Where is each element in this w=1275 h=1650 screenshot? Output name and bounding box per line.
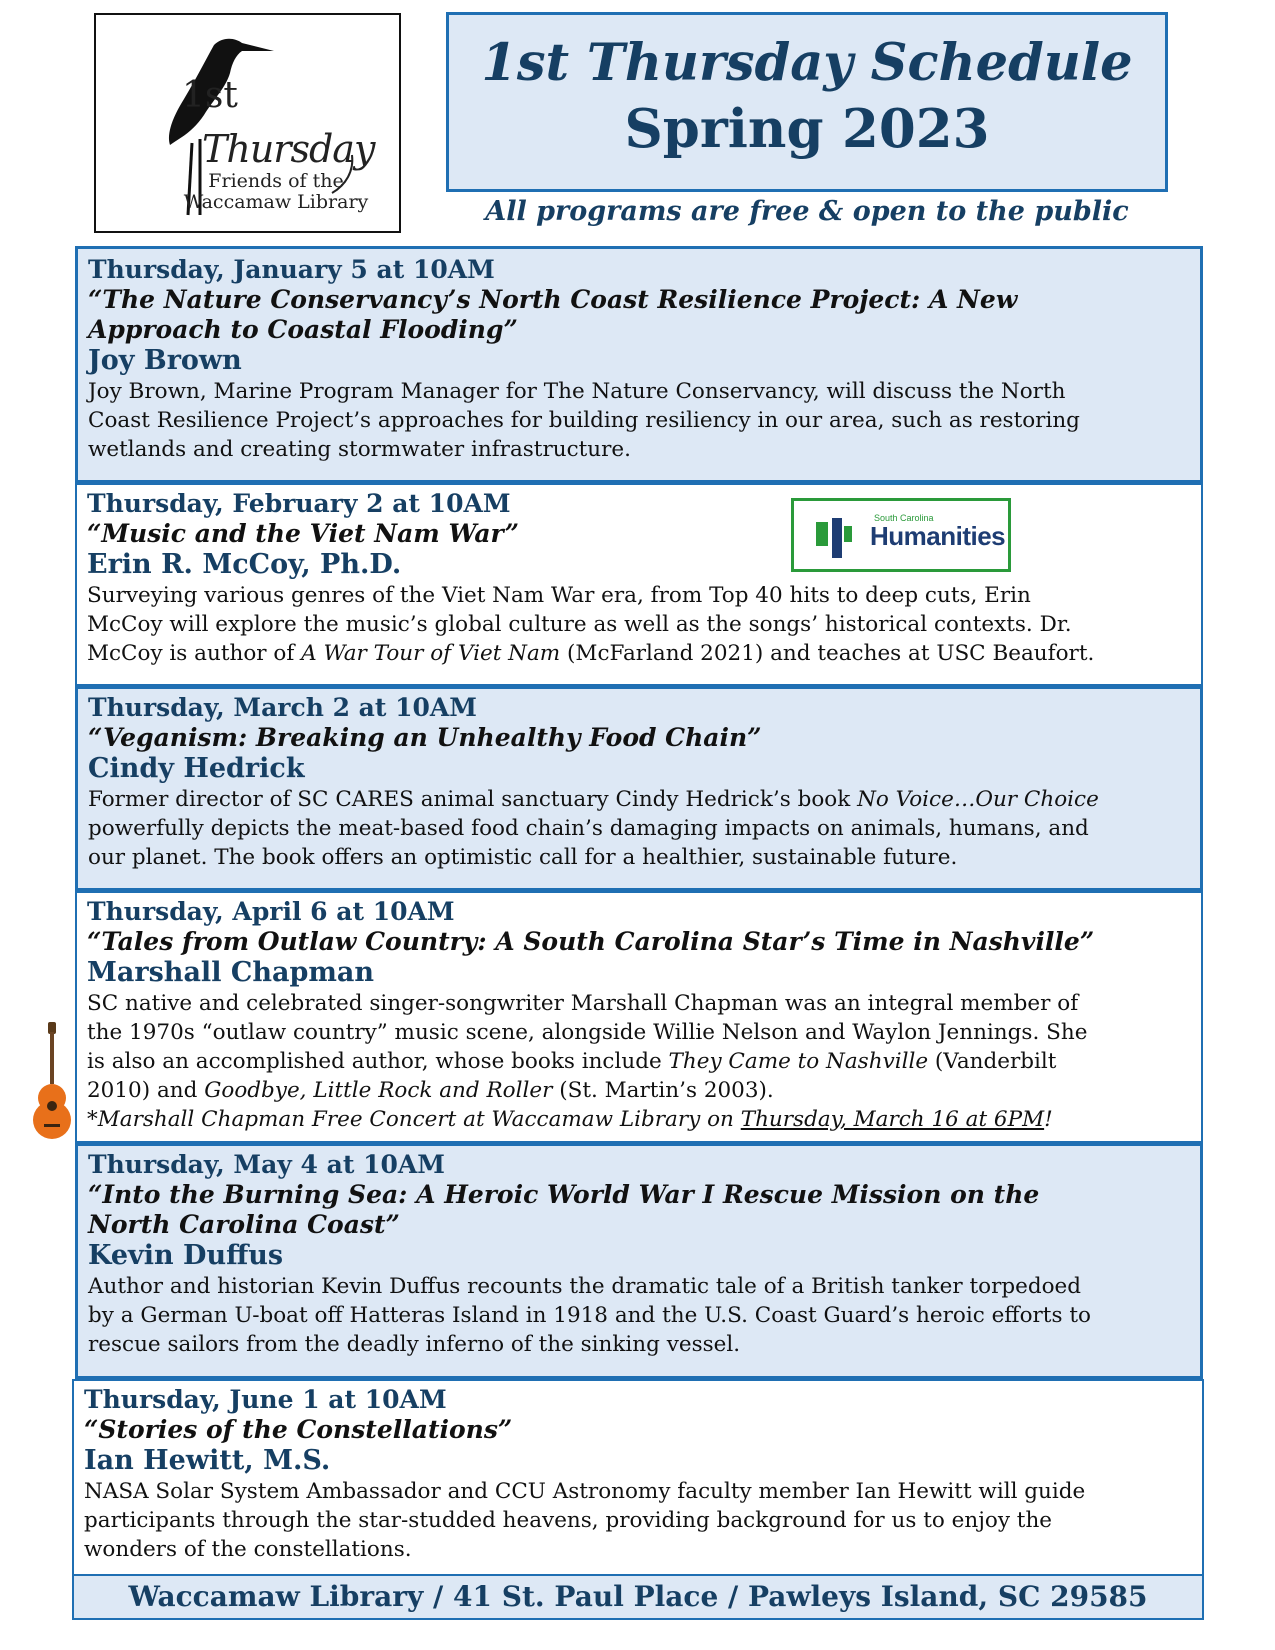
desc-line: [87, 1047, 1191, 1076]
footer-address: Waccamaw Library / 41 St. Paul Place / Pawleys Island, SC 29585: [72, 1574, 1204, 1620]
desc-line: participants through the star-studded heavens, providing background for us to enjoy the: [84, 1508, 1053, 1533]
desc-text: McCoy is author of: [87, 641, 302, 666]
event-speaker: Kevin Duffus: [88, 1240, 284, 1271]
desc-line: SC native and celebrated singer-songwriter Marshall Chapman was an integral member of: [87, 991, 1079, 1016]
desc-line: wetlands and creating stormwater infrastructure.: [88, 437, 631, 462]
event-date: Thursday, January 5 at 10AM: [88, 255, 495, 284]
desc-line: rescue sailors from the deadly inferno of the sinking vessel.: [88, 1332, 741, 1357]
event-date: Thursday, February 2 at 10AM: [87, 489, 511, 518]
book-title: They Came to Nashville: [668, 1049, 929, 1074]
event-card-january: [75, 246, 1203, 483]
desc-line: Author and historian Kevin Duffus recounts the dramatic tale of a British tanker torpedoed: [88, 1274, 1082, 1299]
desc-text: (St. Martin’s 2003).: [552, 1078, 774, 1103]
event-title-line: North Carolina Coast”: [88, 1210, 400, 1239]
guitar-icon: [28, 1020, 76, 1142]
logo-line2: Waccamaw Library: [183, 191, 369, 213]
desc-text: (McFarland 2021) and teaches at USC Beaufort.: [560, 641, 1095, 666]
desc-line: McCoy will explore the music’s global culture as well as the songs’ historical contexts. Dr.: [87, 612, 1072, 637]
event-speaker: Erin R. McCoy, Ph.D.: [87, 549, 402, 580]
desc-line: powerfully depicts the meat-based food chain’s damaging impacts on animals, humans, and: [88, 816, 1089, 841]
event-description: [88, 1272, 1190, 1359]
event-title-line: “Tales from Outlaw Country: A South Carolina Star’s Time in Nashville”: [87, 927, 1095, 956]
event-speaker: Marshall Chapman: [87, 957, 375, 988]
sc-humanities-logo: [791, 498, 1011, 572]
logo-line1: Friends of the: [208, 170, 344, 192]
desc-line: [87, 1076, 1191, 1105]
note-text: !: [1044, 1107, 1053, 1132]
desc-text: is also an accomplished author, whose books include: [87, 1049, 669, 1074]
humanities-name: Humanities: [870, 521, 1006, 551]
desc-line: the 1970s “outlaw country” music scene, alongside Willie Nelson and Waylon Jennings. She: [87, 1020, 1088, 1045]
desc-line: our planet. The book offers an optimistic call for a healthier, sustainable future.: [88, 845, 958, 870]
desc-line: Coast Resilience Project’s approaches for building resiliency in our area, such as restoring: [88, 408, 1080, 433]
event-title-line: “Music and the Viet Nam War”: [87, 519, 520, 548]
note-date: Thursday, March 16 at 6PM: [740, 1107, 1045, 1132]
page-title: 1st Thursday Schedule: [481, 33, 1133, 93]
event-description: [87, 989, 1191, 1105]
event-card-april: [75, 891, 1203, 1143]
event-description: [88, 377, 1190, 464]
note-text: *Marshall Chapman Free Concert at Waccamaw Library on: [87, 1107, 741, 1132]
logo-thursday-text: Thursday: [202, 127, 375, 171]
desc-line: wonders of the constellations.: [84, 1537, 412, 1562]
event-description: [88, 785, 1190, 872]
book-title: Goodbye, Little Rock and Roller: [204, 1078, 553, 1103]
desc-line: by a German U-boat off Hatteras Island in 1918 and the U.S. Coast Guard’s heroic efforts to: [88, 1303, 1091, 1328]
desc-line: [88, 785, 1190, 814]
desc-text: 2010) and: [87, 1078, 205, 1103]
book-title: A War Tour of Viet Nam: [301, 641, 561, 666]
desc-line: Surveying various genres of the Viet Nam War era, from Top 40 hits to deep cuts, Erin: [87, 583, 1031, 608]
event-title-line: “Stories of the Constellations”: [84, 1415, 513, 1444]
desc-line: NASA Solar System Ambassador and CCU Astronomy faculty member Ian Hewitt will guide: [84, 1479, 1086, 1504]
event-date: Thursday, March 2 at 10AM: [88, 693, 477, 722]
event-title-line: “The Nature Conservancy’s North Coast Resilience Project: A New: [88, 285, 1018, 314]
desc-line: Joy Brown, Marine Program Manager for The Nature Conservancy, will discuss the North: [88, 379, 1066, 404]
event-speaker: Cindy Hedrick: [88, 753, 305, 784]
event-speaker: Joy Brown: [88, 345, 242, 376]
event-title-line: “Into the Burning Sea: A Heroic World War I Rescue Mission on the: [88, 1180, 1040, 1209]
event-description: [87, 581, 1191, 668]
event-title-line: “Veganism: Breaking an Unhealthy Food Chain”: [88, 723, 762, 752]
desc-line: [87, 639, 1191, 668]
friends-logo: [94, 13, 401, 233]
desc-text: (Vanderbilt: [928, 1049, 1057, 1074]
event-date: Thursday, May 4 at 10AM: [88, 1150, 445, 1179]
event-description: [84, 1477, 1192, 1564]
event-title-line: Approach to Coastal Flooding”: [88, 315, 518, 344]
event-card-march: [75, 686, 1203, 891]
humanities-subtext: South Carolina: [874, 513, 934, 523]
logo-friends-text: [156, 171, 396, 213]
tagline: All programs are free & open to the public: [485, 196, 1129, 227]
logo-1st-text: 1st: [182, 75, 238, 116]
book-title: No Voice…Our Choice: [857, 787, 1099, 812]
season-title: Spring 2023: [624, 98, 990, 160]
title-box: [446, 12, 1168, 192]
desc-text: Former director of SC CARES animal sanctuary Cindy Hedrick’s book: [88, 787, 858, 812]
event-date: Thursday, June 1 at 10AM: [84, 1385, 447, 1414]
event-speaker: Ian Hewitt, M.S.: [84, 1445, 331, 1476]
event-card-may: [75, 1143, 1203, 1379]
humanities-mark-icon: [808, 508, 868, 568]
event-card-june: [72, 1379, 1204, 1576]
concert-note: [87, 1105, 1191, 1134]
event-card-february: [75, 483, 1203, 686]
event-date: Thursday, April 6 at 10AM: [87, 897, 455, 926]
